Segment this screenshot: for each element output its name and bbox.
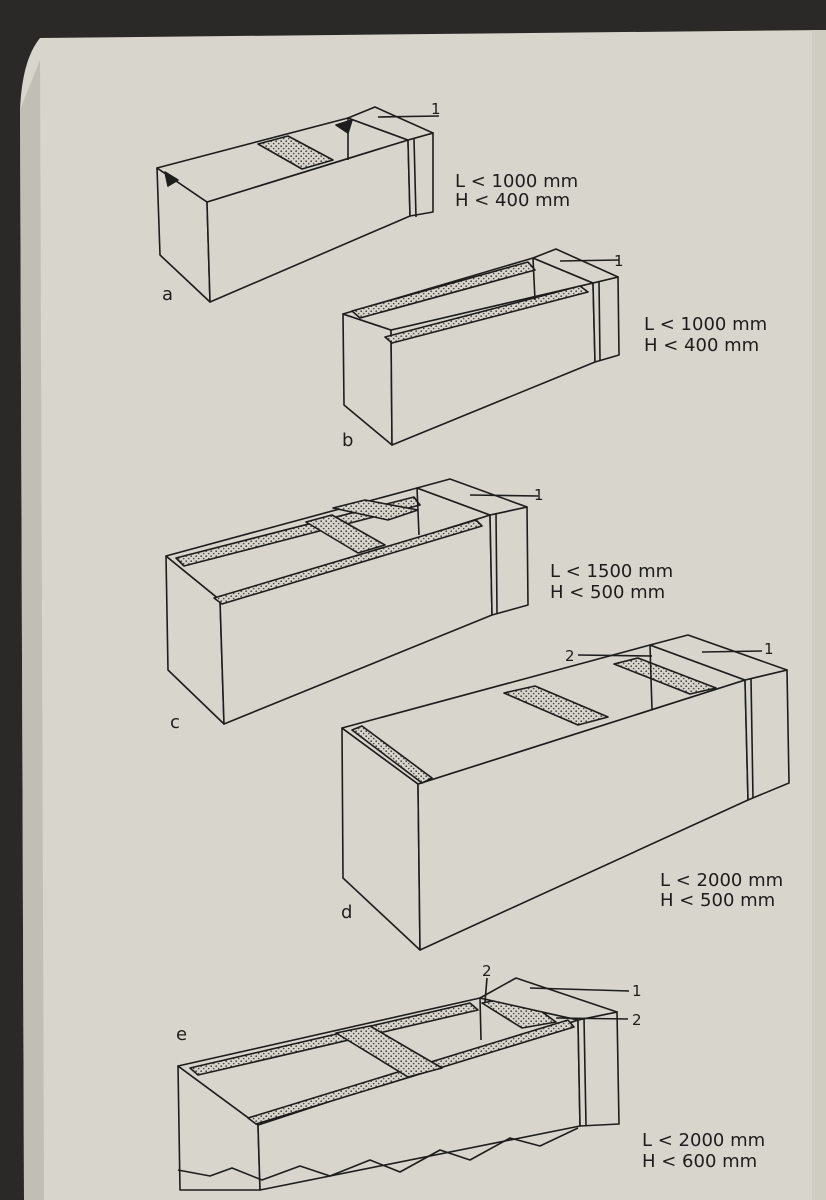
figure-e-callout-2-top: 2 xyxy=(482,962,492,980)
figure-e-length: L < 2000 mm xyxy=(642,1130,766,1151)
figure-a-length: L < 1000 mm xyxy=(455,171,579,192)
figure-b-callout-1: 1 xyxy=(614,252,624,270)
figure-c-length: L < 1500 mm xyxy=(550,561,674,582)
figure-d-callout-2: 2 xyxy=(565,647,575,665)
figure-e-callout-2-side: 2 xyxy=(632,1011,642,1029)
figure-d-callout-1: 1 xyxy=(764,640,774,658)
figure-d-letter: d xyxy=(341,902,353,923)
figure-a-letter: a xyxy=(162,284,174,305)
figure-c-height: H < 500 mm xyxy=(550,582,666,603)
figure-b-height: H < 400 mm xyxy=(644,335,760,356)
figure-d-length: L < 2000 mm xyxy=(660,870,784,891)
figure-e-letter: e xyxy=(176,1024,188,1045)
figure-e-callout-1: 1 xyxy=(632,982,642,1000)
figure-c-letter: c xyxy=(170,712,180,733)
figure-a-height: H < 400 mm xyxy=(455,190,571,211)
figure-e-height: H < 600 mm xyxy=(642,1151,758,1172)
figure-a-callout-1: 1 xyxy=(431,100,441,118)
figure-c-callout-1: 1 xyxy=(534,486,544,504)
figure-d-height: H < 500 mm xyxy=(660,890,776,911)
figure-b-length: L < 1000 mm xyxy=(644,314,768,335)
figure-b-letter: b xyxy=(342,430,354,451)
